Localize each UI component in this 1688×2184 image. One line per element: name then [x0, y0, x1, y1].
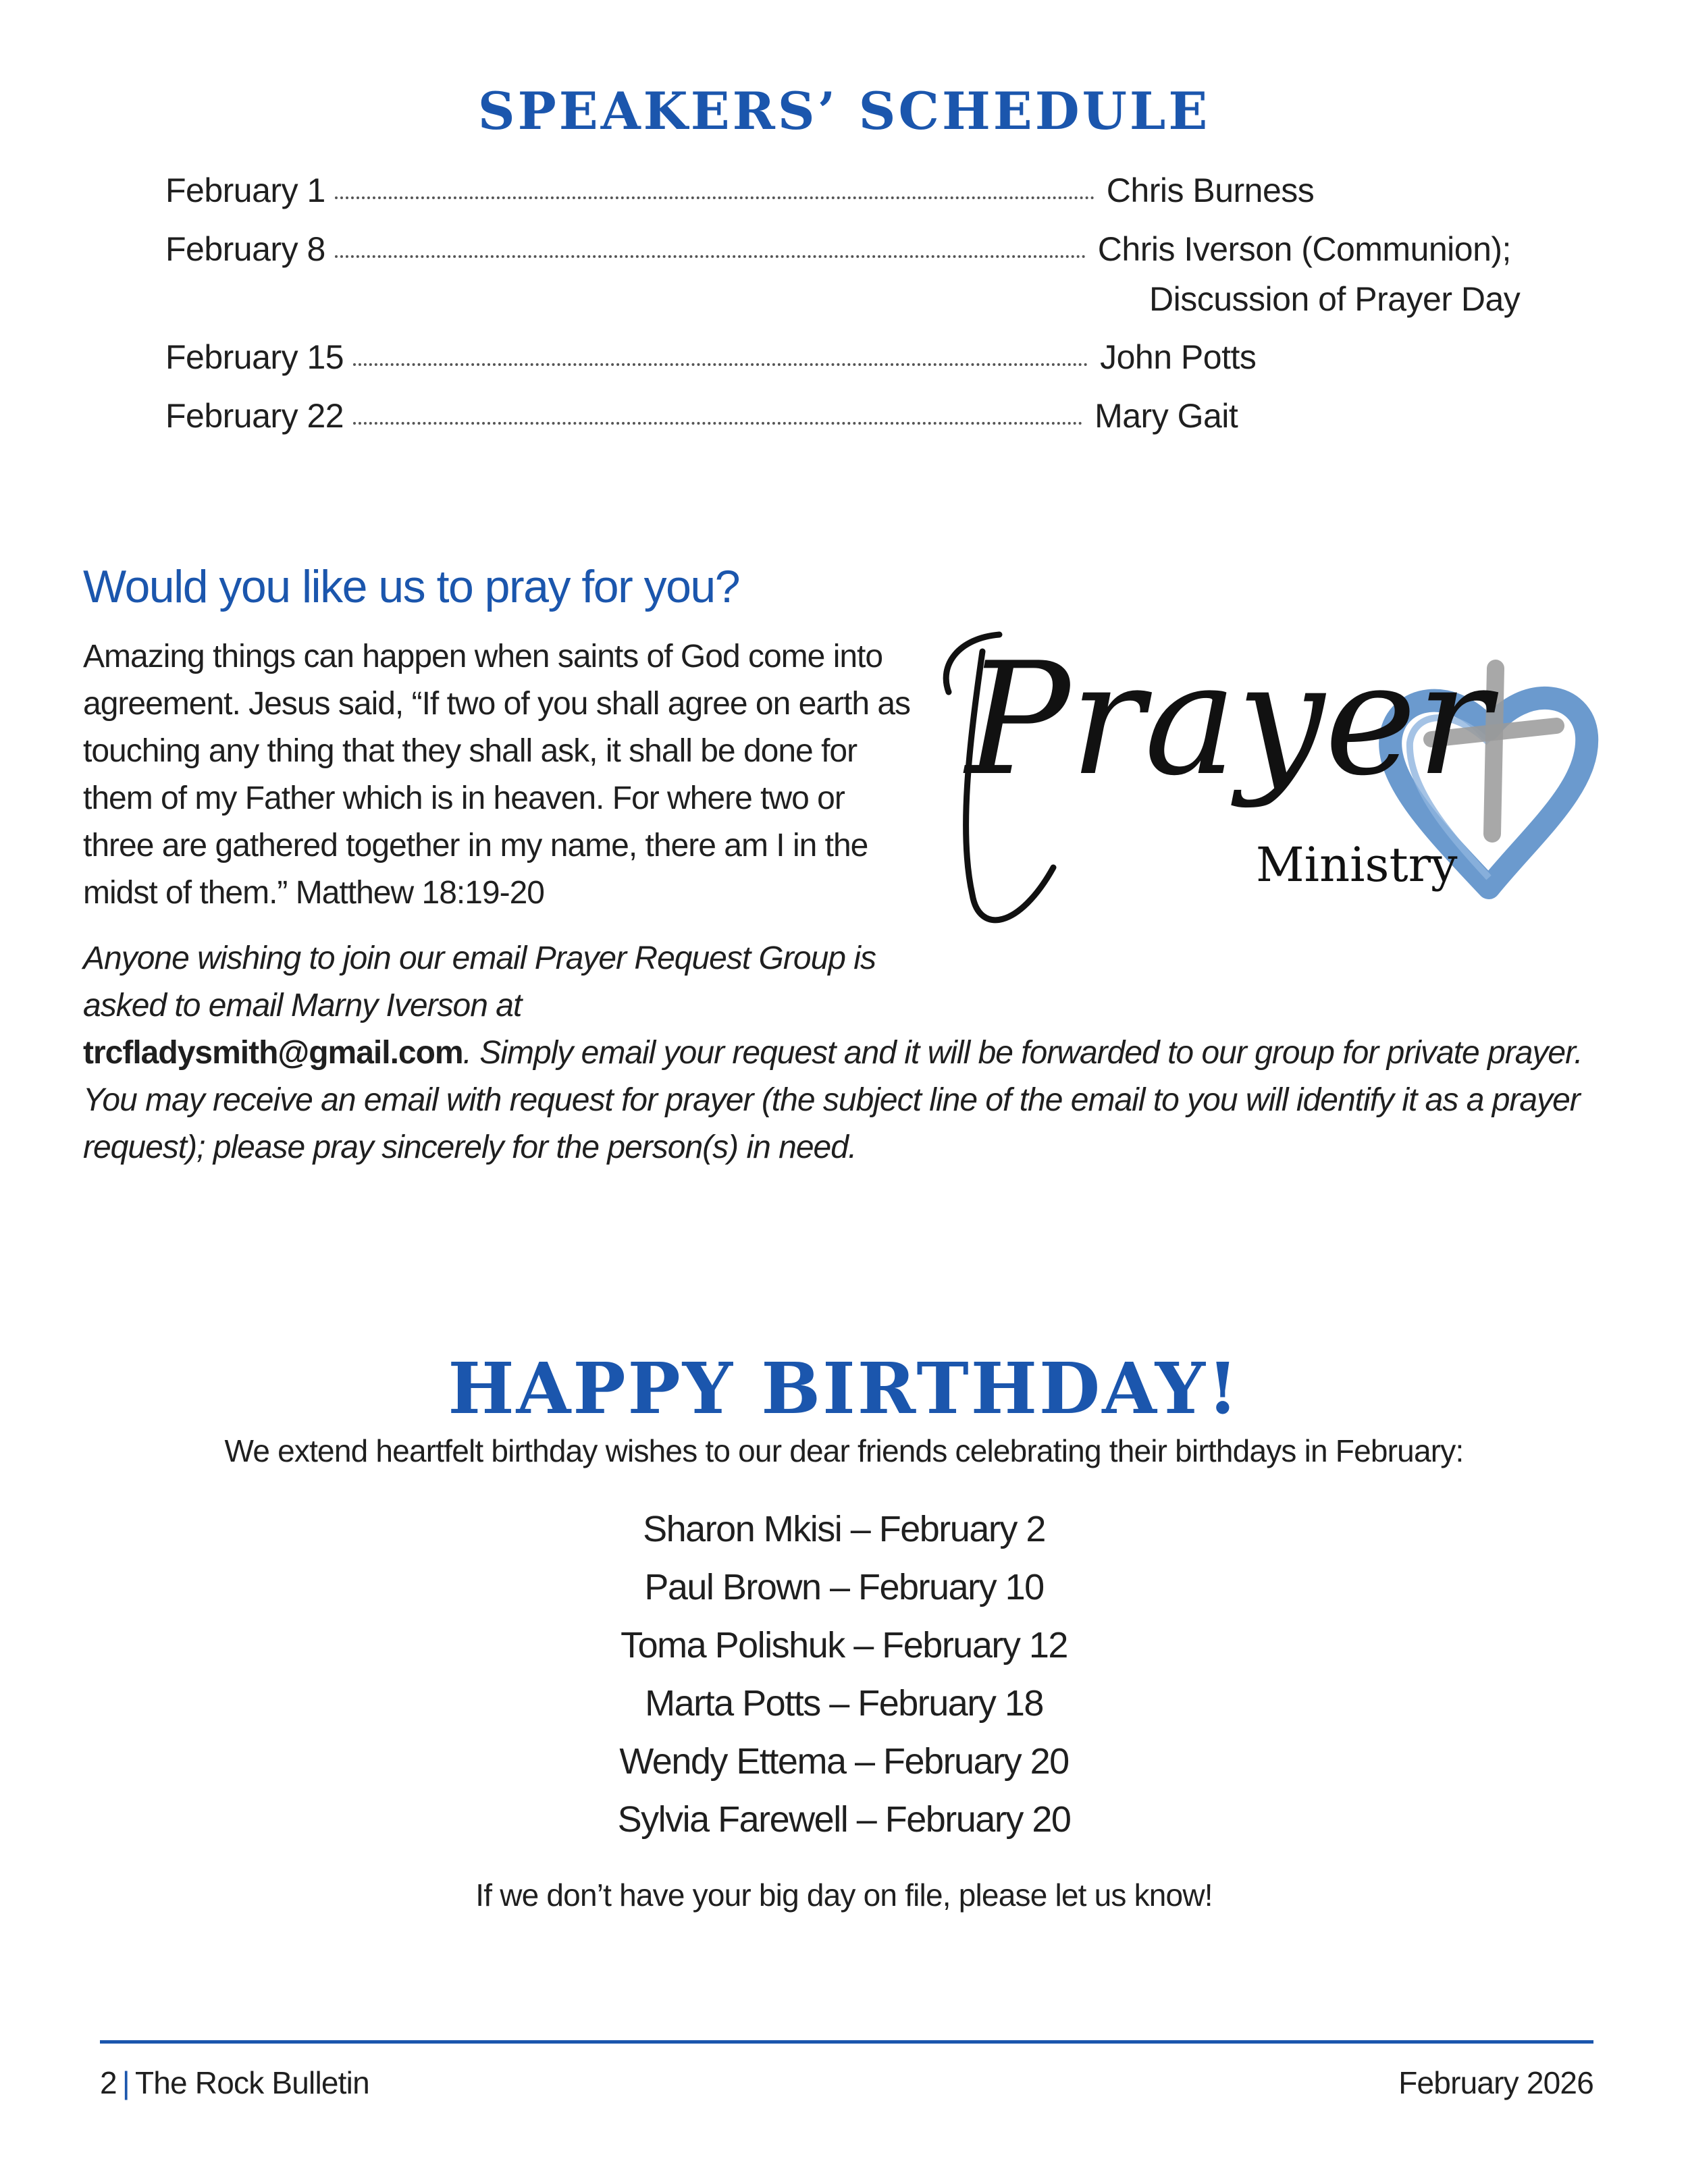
- schedule-date: February 15: [165, 338, 344, 376]
- dot-leader: [353, 363, 1088, 366]
- birthday-entry: Paul Brown – February 10: [644, 1567, 1044, 1607]
- page-number: 2: [100, 2065, 117, 2100]
- birthday-list: [0, 1500, 1688, 1848]
- schedule-date: February 22: [165, 397, 344, 435]
- publication-name: The Rock Bulletin: [134, 2065, 369, 2100]
- birthday-entry: Sharon Mkisi – February 2: [643, 1509, 1045, 1549]
- prayer-heading: Would you like us to pray for you?: [83, 561, 740, 612]
- schedule-row: [165, 396, 1529, 435]
- dot-leader: [353, 422, 1082, 425]
- schedule-speaker-continued: Discussion of Prayer Day: [1149, 280, 1521, 318]
- footer-divider: [100, 2040, 1593, 2044]
- schedule-speaker: Chris Burness: [1106, 171, 1315, 209]
- logo-script-text: Prayer: [966, 630, 1491, 810]
- schedule-row: [165, 171, 1529, 210]
- footer-date: February 2026: [1398, 2065, 1593, 2100]
- prayer-note-rest: . Simply email your request and it will be forwarded to our group for private prayer. You may receive an email with request for prayer (the subject line of the email to you will identify it as a prayer request); please pray sincerely for the person(s) in need.: [83, 1035, 1583, 1165]
- dot-leader: [335, 196, 1094, 199]
- birthday-footer-note: If we don’t have your big day on file, please let us know!: [475, 1877, 1213, 1913]
- prayer-paragraph: Amazing things can happen when saints of God come into agreement. Jesus said, “If two of you shall agree on earth as touching any thing that they shall ask, it shall be done for them of my Father which is in heaven. For where two or three are gathered together in my name, there am I in the midst of them.” Matthew 18:19-20: [83, 639, 911, 911]
- logo-ministry-text: Ministry: [1256, 837, 1458, 893]
- birthday-entry: Toma Polishuk – February 12: [621, 1625, 1067, 1666]
- birthday-title: HAPPY BIRTHDAY!: [448, 1347, 1240, 1430]
- dot-leader: [335, 255, 1086, 258]
- prayer-ministry-logo: [918, 611, 1607, 989]
- birthday-entry: Marta Potts – February 18: [645, 1683, 1043, 1724]
- birthday-entry: Wendy Ettema – February 20: [619, 1741, 1069, 1782]
- schedule-speaker: Mary Gait: [1094, 397, 1238, 435]
- schedule-row: [165, 230, 1529, 269]
- footer-separator: |: [122, 2065, 130, 2100]
- prayer-email-link[interactable]: trcfladysmith@gmail.com: [83, 1035, 463, 1071]
- birthday-entry: Sylvia Farewell – February 20: [617, 1799, 1071, 1840]
- schedule-speaker: John Potts: [1100, 338, 1257, 376]
- birthday-intro: We extend heartfelt birthday wishes to our dear friends celebrating their birthdays in February:: [224, 1433, 1464, 1468]
- schedule-speaker: Chris Iverson (Communion);: [1097, 230, 1511, 268]
- schedule-row: [165, 338, 1529, 377]
- footer-publication: [100, 2065, 369, 2101]
- speakers-schedule-title: SPEAKERS’ SCHEDULE: [477, 81, 1211, 141]
- prayer-note-intro: Anyone wishing to join our email Prayer Request Group is asked to email Marny Iverson at: [83, 940, 876, 1023]
- schedule-date: February 8: [165, 230, 325, 268]
- schedule-date: February 1: [165, 171, 325, 209]
